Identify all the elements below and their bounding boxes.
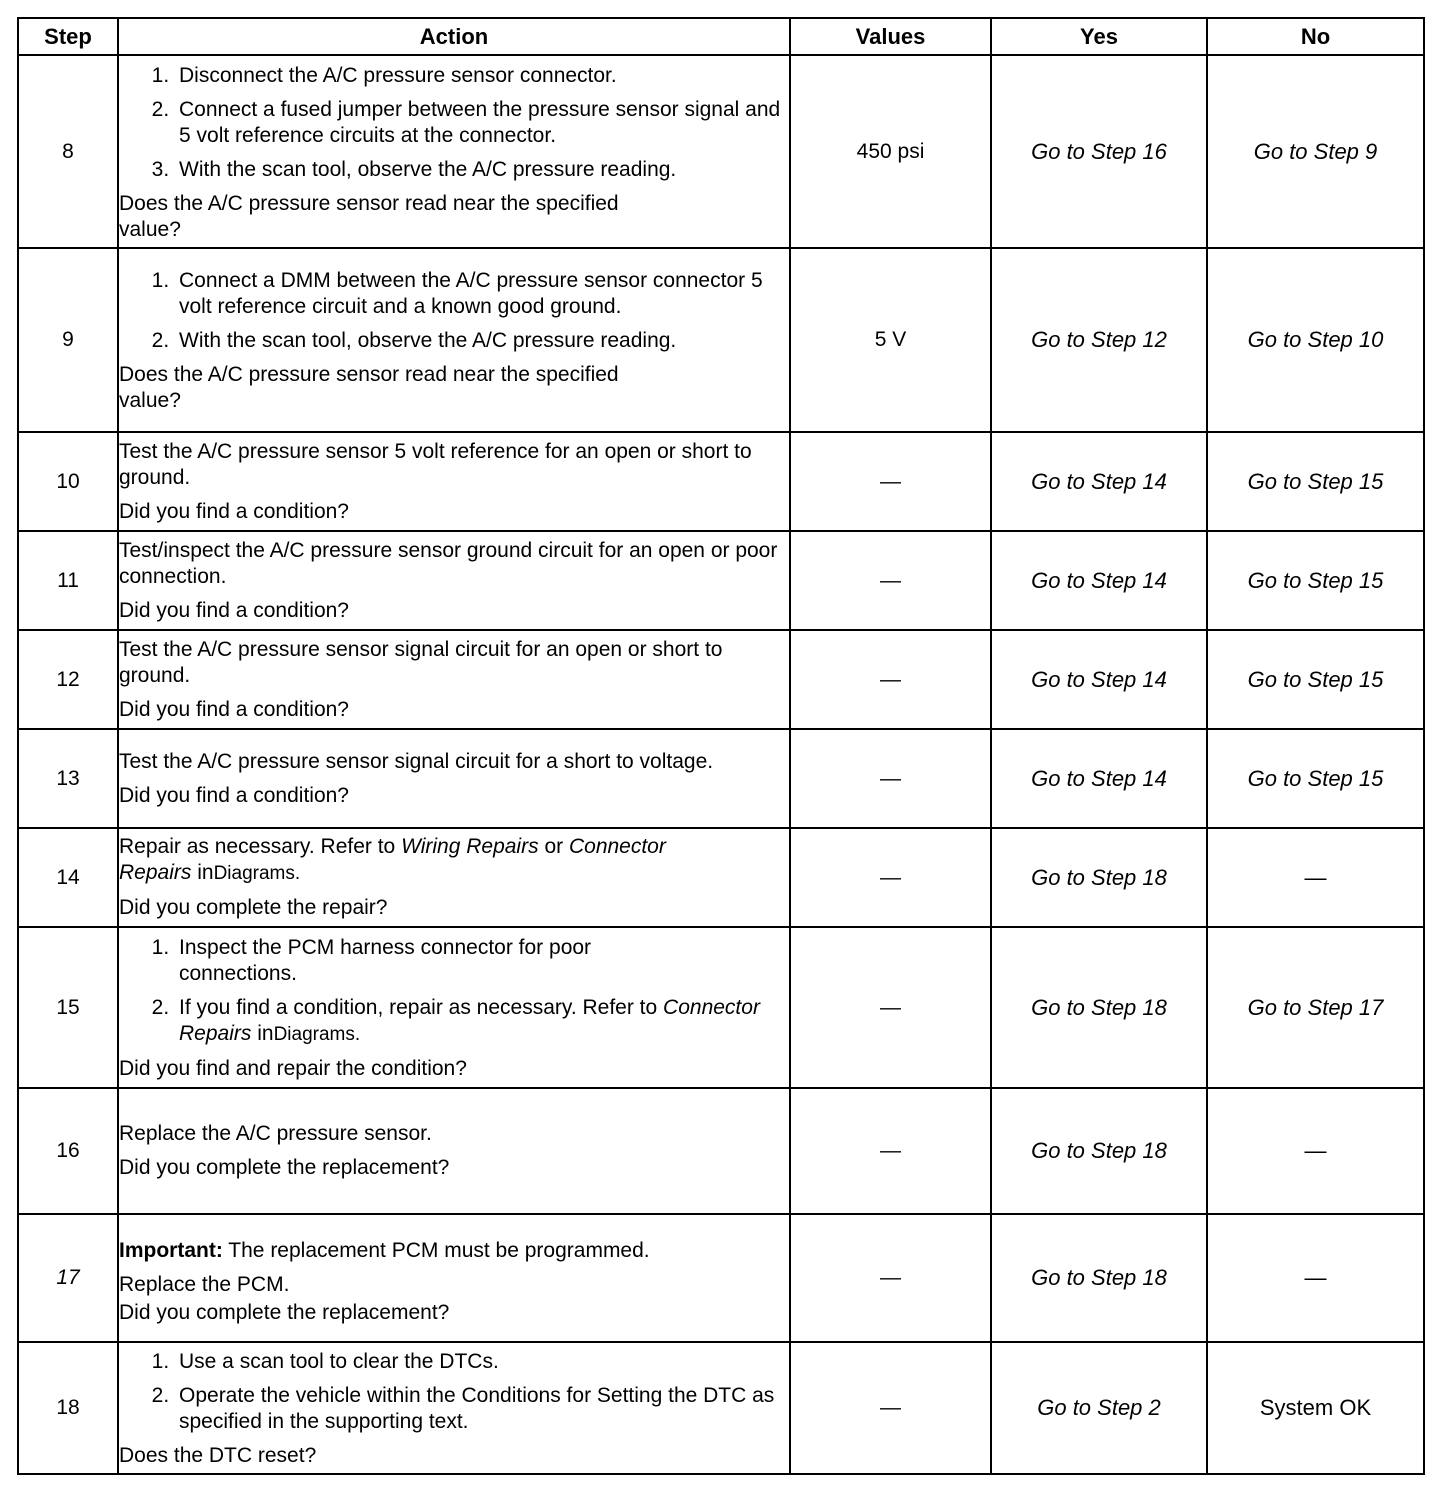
no-cell: Go to Step 15 [1207, 729, 1424, 828]
action-cell [118, 1088, 790, 1214]
action-question: Does the A/C pressure sensor read near the specified value? [119, 191, 619, 241]
step-number: 17 [18, 1214, 118, 1342]
action-text: Test/inspect the A/C pressure sensor ground circuit for an open or poor connection. [119, 538, 778, 588]
value-cell: — [790, 1088, 991, 1214]
header-action: Action [118, 18, 790, 55]
action-list [119, 63, 789, 183]
important-label: Important: [119, 1239, 223, 1262]
action-list [119, 268, 789, 354]
action-question: Did you complete the repair? [119, 896, 388, 919]
no-cell: — [1207, 1214, 1424, 1342]
action-text: Test the A/C pressure sensor 5 volt reference for an open or short to ground. [119, 439, 752, 489]
value-cell: — [790, 630, 991, 729]
action-cell [118, 729, 790, 828]
yes-cell: Go to Step 14 [991, 531, 1207, 630]
action-text [119, 834, 679, 887]
value-cell: — [790, 432, 991, 531]
wiring-repairs-reference: Wiring Repairs [401, 835, 539, 858]
table-row [18, 729, 1424, 828]
action-list [119, 935, 789, 1048]
step-number: 18 [18, 1342, 118, 1474]
yes-cell: Go to Step 18 [991, 1088, 1207, 1214]
step-number: 9 [18, 248, 118, 432]
action-cell [118, 927, 790, 1088]
action-question: Did you find and repair the condition? [119, 1057, 467, 1080]
action-cell [118, 55, 790, 248]
list-item: 1. Disconnect the A/C pressure sensor connector. [175, 63, 789, 89]
header-no: No [1207, 18, 1424, 55]
list-item: 3. With the scan tool, observe the A/C pressure reading. [175, 157, 789, 183]
list-item: 2. Operate the vehicle within the Conditions for Setting the DTC as specified in the supporting text. [175, 1383, 789, 1435]
table-row [18, 1214, 1424, 1342]
step-number: 16 [18, 1088, 118, 1214]
action-question: Did you find a condition? [119, 499, 349, 523]
action-cell [118, 531, 790, 630]
no-cell: Go to Step 15 [1207, 432, 1424, 531]
connector-repairs-reference: Connector Repairs [179, 996, 760, 1045]
value-cell: 5 V [790, 248, 991, 432]
value-cell: — [790, 531, 991, 630]
table-row [18, 531, 1424, 630]
action-text: Test the A/C pressure sensor signal circuit for a short to voltage. [119, 749, 714, 773]
table-row [18, 1342, 1424, 1474]
action-cell [118, 630, 790, 729]
action-question: Did you complete the replacement? [119, 1156, 450, 1179]
header-yes: Yes [991, 18, 1207, 55]
list-item: 1. Connect a DMM between the A/C pressure sensor connector 5 volt reference circuit and a known good ground. [175, 268, 789, 320]
action-cell [118, 1214, 790, 1342]
table-row [18, 248, 1424, 432]
text-segment: in [197, 861, 214, 884]
list-item: 1. Use a scan tool to clear the DTCs. [175, 1349, 789, 1375]
header-step: Step [18, 18, 118, 55]
table-row [18, 828, 1424, 927]
step-number: 15 [18, 927, 118, 1088]
table-row [18, 1088, 1424, 1214]
table-row [18, 55, 1424, 248]
yes-cell: Go to Step 18 [991, 828, 1207, 927]
yes-cell: Go to Step 18 [991, 1214, 1207, 1342]
text-segment: If you find a condition, repair as necessary. Refer to [179, 996, 658, 1019]
text-segment: Repair as necessary. Refer to [119, 835, 396, 858]
yes-cell: Go to Step 12 [991, 248, 1207, 432]
list-item [175, 995, 789, 1048]
text-segment: or [544, 835, 564, 858]
table-row [18, 432, 1424, 531]
action-cell [118, 432, 790, 531]
no-cell: Go to Step 15 [1207, 531, 1424, 630]
value-cell: — [790, 1214, 991, 1342]
action-question: Did you find a condition? [119, 598, 349, 622]
diagrams-reference: Diagrams. [213, 863, 301, 884]
yes-cell: Go to Step 14 [991, 729, 1207, 828]
diagrams-reference: Diagrams. [273, 1024, 361, 1045]
value-cell: — [790, 729, 991, 828]
list-item: 2. Connect a fused jumper between the pressure sensor signal and 5 volt reference circuits at the connector. [175, 97, 789, 149]
table-row [18, 630, 1424, 729]
action-question: Did you complete the replacement? [119, 1301, 450, 1324]
action-question: Did you find a condition? [119, 783, 349, 807]
value-cell: — [790, 927, 991, 1088]
step-number: 14 [18, 828, 118, 927]
text-segment: in [257, 1022, 274, 1045]
no-cell: Go to Step 15 [1207, 630, 1424, 729]
step-number: 12 [18, 630, 118, 729]
action-list [119, 1349, 789, 1435]
yes-cell: Go to Step 18 [991, 927, 1207, 1088]
yes-cell: Go to Step 14 [991, 432, 1207, 531]
important-note [119, 1238, 789, 1264]
action-question: Does the DTC reset? [119, 1444, 317, 1467]
header-values: Values [790, 18, 991, 55]
value-cell: — [790, 1342, 991, 1474]
action-cell [118, 1342, 790, 1474]
header-row [18, 18, 1424, 55]
step-number: 8 [18, 55, 118, 248]
yes-cell: Go to Step 14 [991, 630, 1207, 729]
action-cell [118, 248, 790, 432]
list-item: 2. With the scan tool, observe the A/C pressure reading. [175, 328, 789, 354]
action-text: Test the A/C pressure sensor signal circuit for an open or short to ground. [119, 637, 723, 687]
no-cell: Go to Step 17 [1207, 927, 1424, 1088]
no-cell: Go to Step 10 [1207, 248, 1424, 432]
step-number: 10 [18, 432, 118, 531]
action-text: Replace the PCM. [119, 1273, 290, 1296]
no-cell: — [1207, 828, 1424, 927]
step-number: 11 [18, 531, 118, 630]
yes-cell: Go to Step 16 [991, 55, 1207, 248]
action-text: Replace the A/C pressure sensor. [119, 1122, 432, 1145]
action-question: Does the A/C pressure sensor read near the specified value? [119, 363, 619, 412]
value-cell: — [790, 828, 991, 927]
value-cell: 450 psi [790, 55, 991, 248]
list-item: 1. Inspect the PCM harness connector for poor connections. [175, 935, 679, 987]
table-row [18, 927, 1424, 1088]
action-cell [118, 828, 790, 927]
connector-repairs-reference: Connector Repairs [119, 835, 666, 884]
important-text: The replacement PCM must be programmed. [228, 1239, 650, 1262]
yes-cell: Go to Step 2 [991, 1342, 1207, 1474]
no-cell: — [1207, 1088, 1424, 1214]
no-cell: System OK [1207, 1342, 1424, 1474]
diagnostic-table [17, 17, 1425, 1475]
no-cell: Go to Step 9 [1207, 55, 1424, 248]
step-number: 13 [18, 729, 118, 828]
action-question: Did you find a condition? [119, 697, 349, 721]
